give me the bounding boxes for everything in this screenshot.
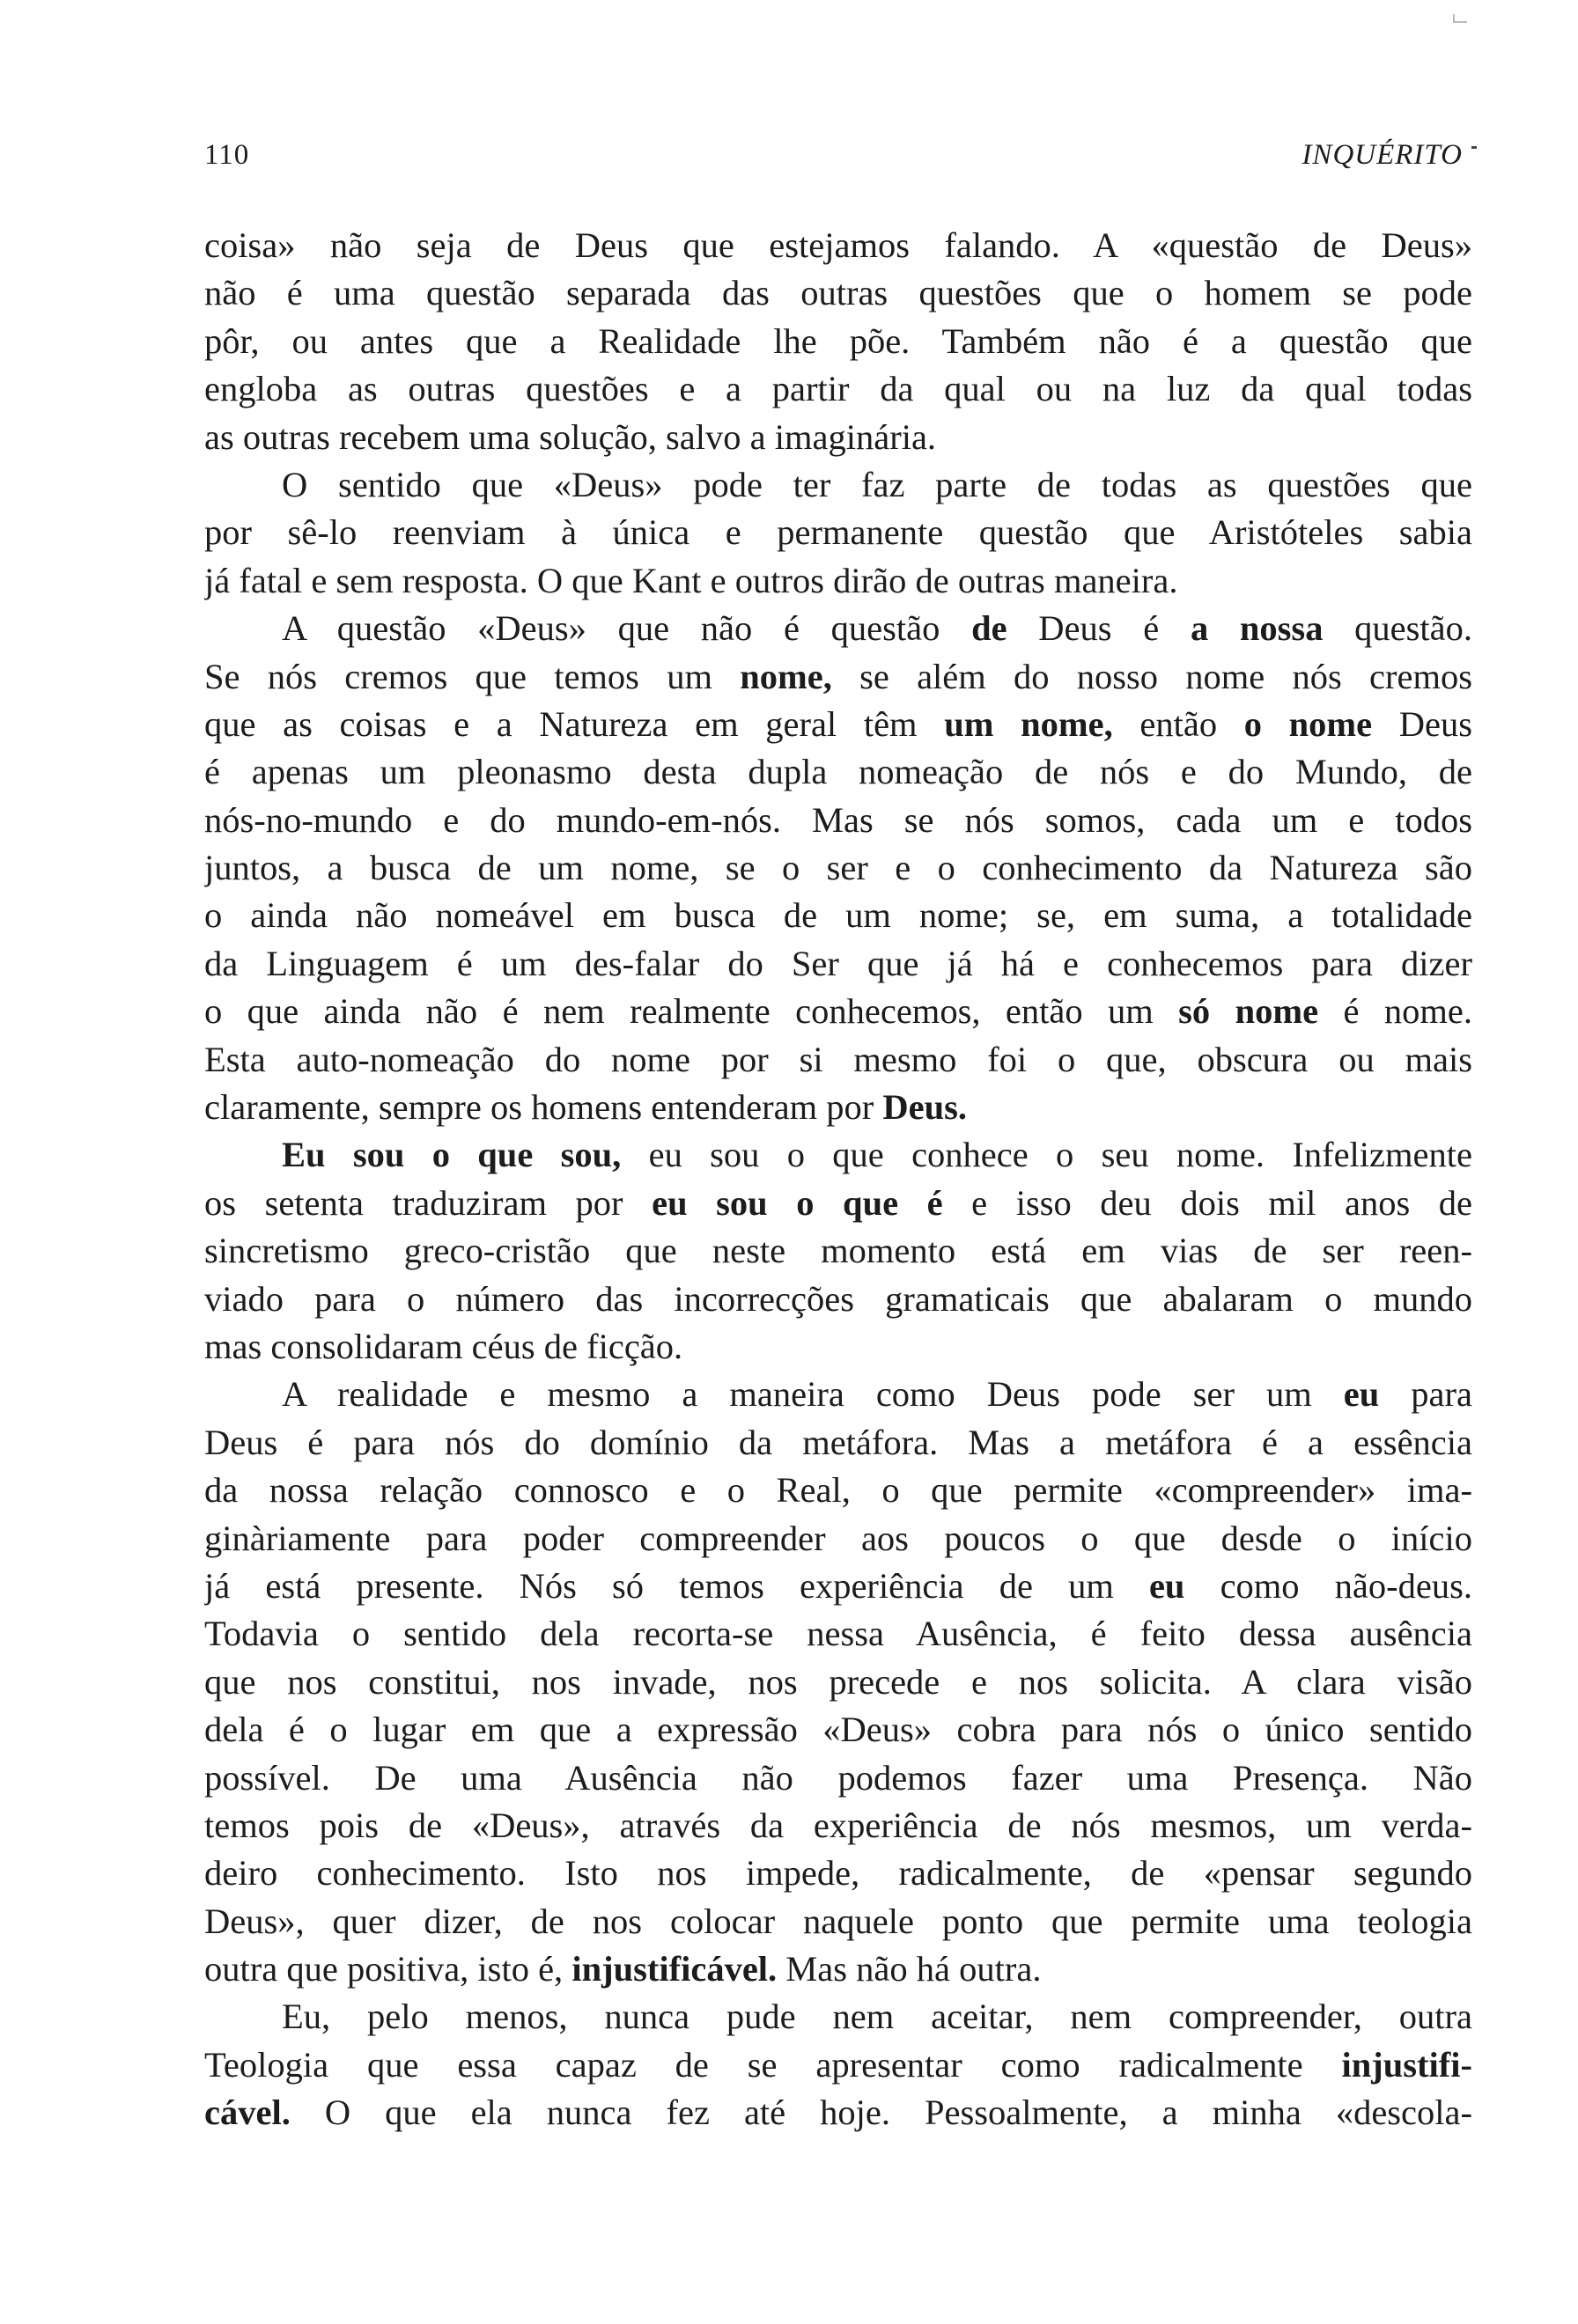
bold-text-segment: eu [1148,1565,1185,1606]
text-line: já fatal e sem resposta. O que Kant e outros dirão de outras maneira. [204,560,1178,600]
text-line [204,988,1472,1035]
text-line [204,2089,1472,2136]
text-line: mas consolidaram céus de ficção. [204,1326,683,1366]
text-segment: questão. [1323,608,1472,649]
text-segment: então [1112,703,1244,744]
bold-text-segment: eu [1343,1374,1380,1415]
text-line: o ainda não nomeável em busca de um nome; se, em suma, a totalidade [204,895,1472,936]
text-segment: Mas não há outra. [777,1949,1042,1989]
text-line: é apenas um pleonasmo desta dupla nomeação de nós e do Mundo, de [204,752,1472,792]
text-line: Deus», quer dizer, de nos colocar naquele ponto que permite uma teologia [204,1901,1472,1941]
bold-text-segment: Eu sou o que sou, [282,1135,622,1175]
text-line: nós-no-mundo e do mundo-em-nós. Mas se nós somos, cada um e todos [204,799,1472,840]
text-segment: A questão «Deus» que não é questão [282,608,972,649]
text-segment: o que ainda não é nem realmente conhecemos, então um [204,991,1179,1032]
text-line [204,1371,1472,1418]
body-text [204,222,1472,2137]
text-line: da Linguagem é um des-falar do Ser que já há e conhecemos para dizer [204,943,1472,983]
text-line: O sentido que «Deus» pode ter faz parte de todas as questões que [282,464,1472,504]
text-segment: se além do nosso nome nós cremos [831,656,1472,696]
text-line: dela é o lugar em que a expressão «Deus» cobra para nós o único sentido [204,1710,1472,1750]
text-line [204,1180,1472,1227]
text-line: juntos, a busca de um nome, se o ser e o conhecimento da Natureza são [204,848,1472,888]
text-line [204,653,1472,701]
text-line: engloba as outras questões e a partir da qual ou na luz da qual todas [204,369,1472,409]
text-line: não é uma questão separada das outras questões que o homem se pode [204,273,1472,313]
bold-text-segment: Deus. [882,1087,967,1128]
text-line: ginàriamente para poder compreender aos poucos o que desde o início [204,1518,1472,1558]
text-segment: e isso deu dois mil anos de [942,1182,1472,1223]
text-line [204,1563,1472,1610]
header-dash-mark [1471,146,1477,149]
bold-text-segment: o nome [1243,703,1373,744]
text-line: Esta auto-nomeação do nome por si mesmo foi o que, obscura ou mais [204,1039,1472,1079]
text-line: Todavia o sentido dela recorta-se nessa Ausência, é feito dessa ausência [204,1614,1472,1654]
text-line: viado para o número das incorrecções gramaticais que abalaram o mundo [204,1278,1472,1319]
text-line [204,1084,1472,1131]
text-line: pôr, ou antes que a Realidade lhe põe. Também não é a questão que [204,320,1472,361]
bold-text-segment: injustifi- [1341,2044,1472,2085]
bold-text-segment: injustificável. [571,1949,778,1989]
page-number: 110 [204,139,250,171]
text-line [204,1945,1472,1993]
text-line [204,605,1472,652]
text-segment: é nome. [1318,991,1472,1032]
bold-text-segment: a nossa [1190,608,1324,649]
bold-text-segment: nome, [740,656,832,696]
text-line: que nos constitui, nos invade, nos precede e nos solicita. A clara visão [204,1661,1472,1702]
text-segment: os setenta traduziram por [204,1182,653,1223]
text-segment: Deus [1372,703,1472,744]
text-segment: já está presente. Nós só temos experiência de um [204,1565,1149,1606]
text-line: Eu, pelo menos, nunca pude nem aceitar, nem compreender, outra [282,1997,1472,2037]
text-segment: claramente, sempre os homens entenderam por [204,1087,883,1128]
bold-text-segment: cável. [204,2092,291,2133]
text-segment: outra que positiva, isto é, [204,1949,572,1989]
text-line [204,2041,1472,2089]
page-header [204,139,1477,178]
text-line [204,701,1472,748]
bold-text-segment: só nome [1178,991,1319,1032]
text-segment: O que ela nunca fez até hoje. Pessoalmente, a minha «descola- [290,2092,1472,2133]
text-segment: Teologia que essa capaz de se apresentar como radicalmente [204,2044,1342,2085]
text-line: sincretismo greco-cristão que neste momento está em vias de ser reen- [204,1231,1472,1271]
bold-text-segment: um nome, [944,703,1113,744]
text-segment: para [1379,1374,1472,1415]
text-segment: Se nós cremos que temos um [204,656,741,696]
text-line: deiro conhecimento. Isto nos impede, radicalmente, de «pensar segundo [204,1853,1472,1894]
text-line: possível. De uma Ausência não podemos fazer uma Presença. Não [204,1757,1472,1798]
text-segment: eu sou o que conhece o seu nome. Infelizmente [621,1135,1472,1175]
running-head: INQUÉRITO [1301,139,1463,171]
text-line: coisa» não seja de Deus que estejamos falando. A «questão de Deus» [204,225,1472,265]
text-segment: Deus é [1007,608,1191,649]
text-line [204,1131,1472,1179]
bold-text-segment: de [971,608,1007,649]
text-line: da nossa relação connosco e o Real, o que permite «compreender» ima- [204,1470,1472,1511]
text-line: por sê-lo reenviam à única e permanente questão que Aristóteles sabia [204,512,1472,553]
text-segment: A realidade e mesmo a maneira como Deus pode ser um [282,1374,1344,1415]
scan-corner-mark [1453,14,1467,23]
text-line: Deus é para nós do domínio da metáfora. Mas a metáfora é a essência [204,1422,1472,1462]
text-line: as outras recebem uma solução, salvo a imaginária. [204,416,937,457]
text-segment: como não-deus. [1184,1565,1472,1606]
text-segment: que as coisas e a Natureza em geral têm [204,703,945,744]
bold-text-segment: eu sou o que é [652,1182,943,1223]
text-line: temos pois de «Deus», através da experiência de nós mesmos, um verda- [204,1805,1472,1845]
